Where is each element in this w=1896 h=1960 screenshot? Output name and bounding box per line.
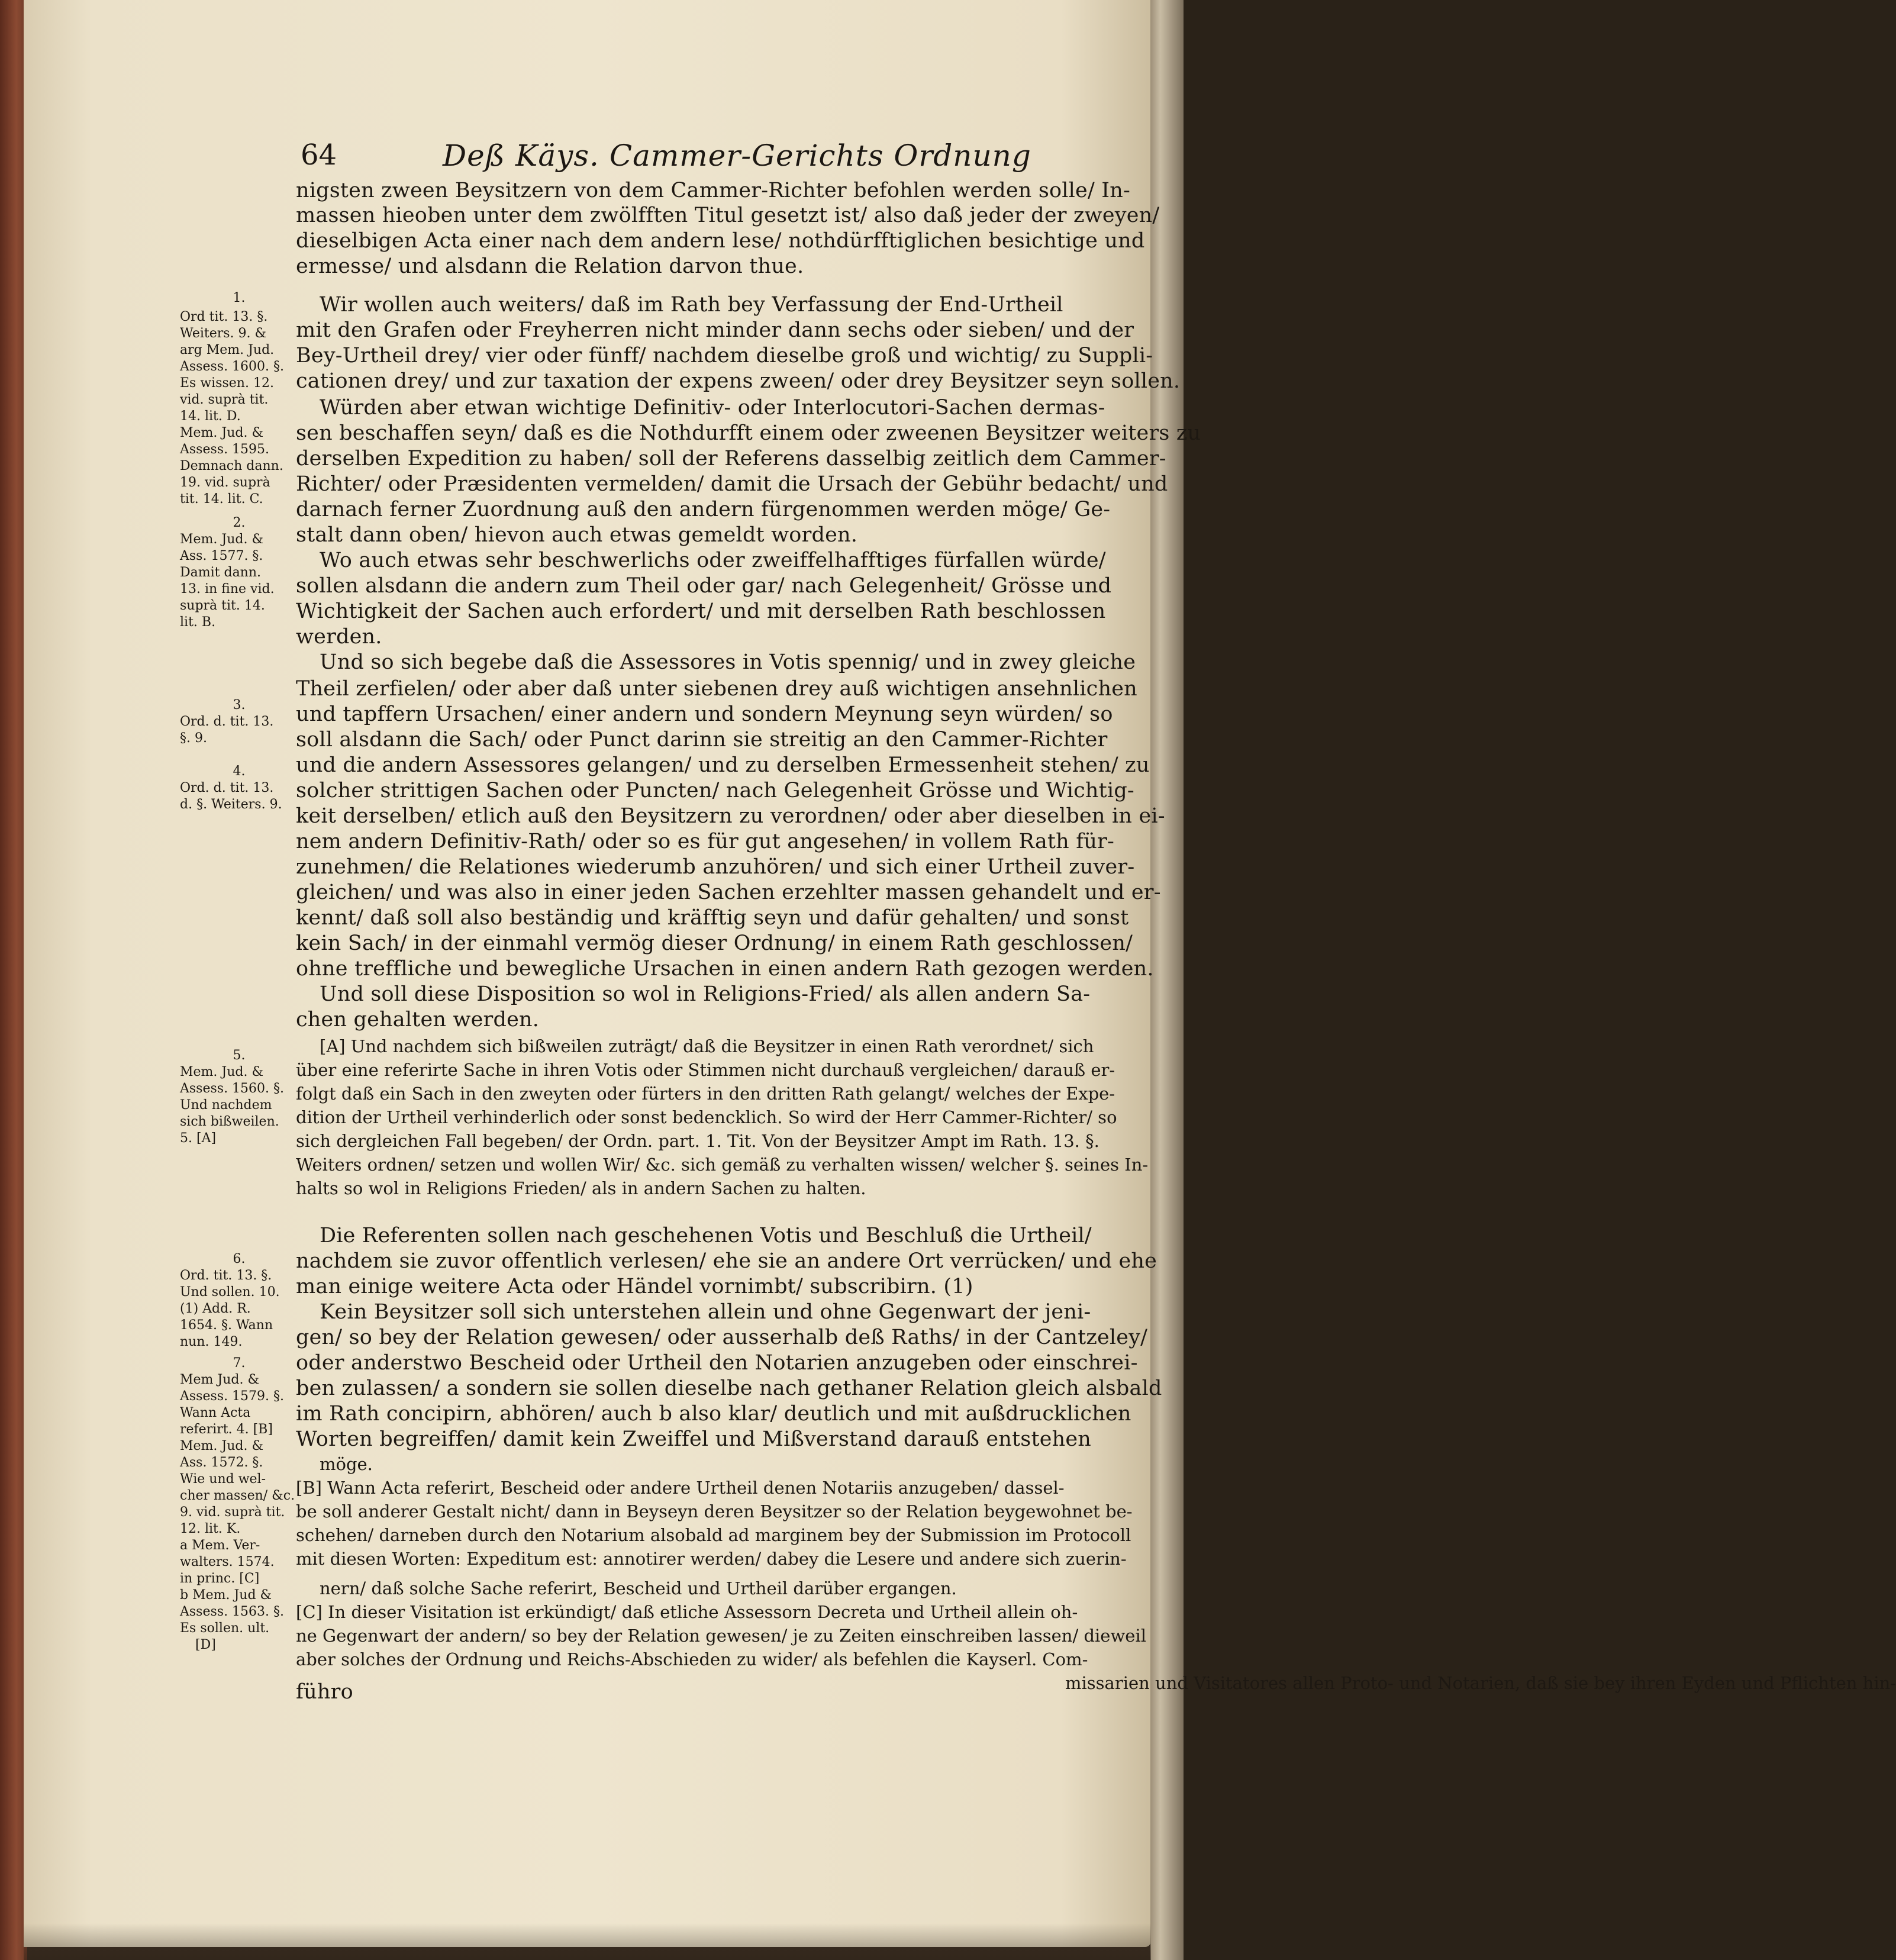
text-line: mit den Grafen oder Freyherren nicht minder dann sechs oder sieben/ und der [296,318,1134,342]
text-line: chen gehalten werden. [296,1008,540,1031]
margin-note: Assess. 1563. §. [180,1604,285,1619]
margin-note: Wann Acta [180,1405,251,1420]
text-line: und tapffern Ursachen/ einer andern und sondern Meynung seyn würden/ so [296,702,1113,726]
margin-note: 4. [233,764,246,779]
text-line: ben zulassen/ a sondern sie sollen dieselbe nach gethaner Relation gleich alsbald [296,1376,1162,1400]
margin-note: Ord. d. tit. 13. [180,781,274,795]
margin-note: Es wissen. 12. [180,376,274,391]
text-line: Weiters ordnen/ setzen und wollen Wir/ &c. sich gemäß zu verhalten wissen/ welcher §. seines In- [296,1155,1149,1175]
text-line: folgt daß ein Sach in den zweyten oder fürters in den dritten Rath gelangt/ welches der Expe- [296,1084,1115,1104]
margin-note: referirt. 4. [B] [180,1422,273,1437]
text-line: Würden aber etwan wichtige Definitiv- oder Interlocutori-Sachen dermas- [320,396,1105,420]
text-line: ermesse/ und alsdann die Relation darvon thue. [296,254,804,278]
text-line: Die Referenten sollen nach geschehenen Votis und Beschluß die Urtheil/ [320,1224,1092,1247]
margin-note: Mem. Jud. & [180,425,264,440]
text-line: nern/ daß solche Sache referirt, Bescheid und Urtheil darüber ergangen. [320,1578,957,1598]
margin-note: 6. [233,1252,246,1266]
margin-note: Damit dann. [180,565,262,580]
text-line: aber solches der Ordnung und Reichs-Abschieden zu wider/ als befehlen die Kayserl. Com- [296,1649,1088,1669]
margin-note: Assess. 1595. [180,442,270,457]
text-line: soll alsdann die Sach/ oder Punct darinn sie streitig an den Cammer-Richter [296,728,1108,752]
text-line: halts so wol in Religions Frieden/ als in andern Sachen zu halten. [296,1178,866,1198]
text-line: mit diesen Worten: Expeditum est: annotirer werden/ dabey die Lesere und andere sich zuerin- [296,1549,1127,1569]
text-line: Richter/ oder Præsidenten vermelden/ damit die Ursach der Gebühr bedacht/ und [296,472,1168,496]
margin-note: §. 9. [180,731,207,746]
text-line: kennt/ daß soll also beständig und kräfftig seyn und dafür gehalten/ und sonst [296,906,1129,930]
margin-note: 1654. §. Wann [180,1318,273,1333]
text-line: Und soll diese Disposition so wol in Religions-Fried/ als allen andern Sa- [320,982,1091,1006]
text-line: sollen alsdann die andern zum Theil oder gar/ nach Gelegenheit/ Grösse und [296,574,1112,598]
text-line: möge. [320,1454,373,1474]
text-line: keit derselben/ etlich auß den Beysitzern zu verordnen/ oder aber dieselben in ei- [296,804,1165,828]
text-line: missarien und Visitatores allen Proto- und Notarien, daß sie bey ihren Eyden und Pflichten hin- [1065,1673,1896,1693]
margin-note: 5. [A] [180,1131,217,1146]
margin-note: in princ. [C] [180,1571,260,1586]
text-line: Und so sich begebe daß die Assessores in Votis spennig/ und in zwey gleiche [320,650,1136,674]
margin-note: b Mem. Jud & [180,1588,272,1603]
margin-note: 2. [233,515,246,530]
margin-note: walters. 1574. [180,1555,275,1569]
page-shadow [24,1923,1151,1960]
text-line: nem andern Definitiv-Rath/ oder so es für gut angesehen/ in vollem Rath für- [296,830,1115,853]
text-line: kein Sach/ in der einmahl vermög dieser Ordnung/ in einem Rath geschlossen/ [296,931,1133,955]
text-line: Worten begreiffen/ damit kein Zweiffel und Mißverstand darauß entstehen [296,1427,1092,1451]
text-line: [C] In dieser Visitation ist erkündigt/ daß etliche Assessorn Decreta und Urtheil allein oh- [296,1602,1078,1622]
text-line: sen beschaffen seyn/ daß es die Nothdurfft einem oder zweenen Beysitzer weiters zu [296,421,1201,445]
margin-note: nun. 149. [180,1334,243,1349]
margin-note: Ass. 1577. §. [180,549,263,563]
margin-note: (1) Add. R. [180,1301,251,1316]
margin-note: 14. lit. D. [180,409,241,424]
text-line: nachdem sie zuvor offentlich verlesen/ ehe sie an andere Ort verrücken/ und ehe [296,1249,1157,1273]
text-line: Wir wollen auch weiters/ daß im Rath bey Verfassung der End-Urtheil [320,293,1063,317]
margin-note: 3. [233,698,246,713]
text-line: zunehmen/ die Relationes wiederumb anzuhören/ und sich einer Urtheil zuver- [296,855,1135,879]
margin-note: Und nachdem [180,1098,272,1113]
text-line: gleichen/ und was also in einer jeden Sachen erzehlter massen gehandelt und er- [296,881,1161,904]
text-line: gen/ so bey der Relation gewesen/ oder ausserhalb deß Raths/ in der Cantzeley/ [296,1326,1148,1349]
text-line: solcher strittigen Sachen oder Puncten/ nach Gelegenheit Grösse und Wichtig- [296,779,1134,802]
text-line: man einige weitere Acta oder Händel vornimbt/ subscribirn. (1) [296,1275,973,1298]
text-line: schehen/ darneben durch den Notarium alsobald ad marginem bey der Submission im Protocoll [296,1525,1131,1545]
margin-note: Mem. Jud. & [180,1065,264,1079]
margin-note: Mem. Jud. & [180,532,264,547]
margin-note: Und sollen. 10. [180,1285,280,1300]
text-line: stalt dann oben/ hievon auch etwas gemeldt worden. [296,523,858,547]
text-line: ohne treffliche und bewegliche Ursachen in einen andern Rath gezogen werden. [296,957,1154,981]
text-line: oder anderstwo Bescheid oder Urtheil den Notarien anzugeben oder einschrei- [296,1351,1138,1375]
margin-note: Assess. 1579. §. [180,1389,285,1404]
text-line: Wichtigkeit der Sachen auch erfordert/ und mit derselben Rath beschlossen [296,599,1106,623]
text-line: darnach ferner Zuordnung auß den andern fürgenommen werden möge/ Ge- [296,498,1111,521]
margin-note: Weiters. 9. & [180,326,267,341]
text-line: dieselbigen Acta einer nach dem andern lese/ nothdürfftiglichen besichtige und [296,229,1145,253]
text-line: führo [296,1680,353,1704]
margin-note: vid. suprà tit. [180,392,269,407]
text-line: im Rath concipirn, abhören/ auch b also klar/ deutlich und mit außdrucklichen [296,1402,1131,1426]
page-edge [1150,0,1184,1960]
text-line: sich dergleichen Fall begeben/ der Ordn. part. 1. Tit. Von der Beysitzer Ampt im Rath. 13. §. [296,1131,1099,1151]
margin-note: Demnach dann. [180,459,283,473]
margin-note: tit. 14. lit. C. [180,492,263,507]
margin-note: Ass. 1572. §. [180,1455,263,1470]
margin-note: 13. in fine vid. [180,582,275,597]
running-header [301,135,1105,176]
text-line: Kein Beysitzer soll sich unterstehen allein und ohne Gegenwart der jeni- [320,1300,1091,1324]
margin-note: Mem Jud. & [180,1372,260,1387]
margin-note: d. §. Weiters. 9. [180,797,282,812]
margin-note: 5. [233,1048,246,1063]
text-line: cationen drey/ und zur taxation der expens zween/ oder drey Beysitzer seyn sollen. [296,369,1181,393]
margin-note: [D] [195,1637,216,1652]
margin-note: sich bißweilen. [180,1114,279,1129]
margin-note: Ord. d. tit. 13. [180,714,274,729]
text-line: werden. [296,625,382,649]
page-title: Deß Käys. Cammer-Gerichts Ordnung [443,138,1031,173]
margin-note: Wie und wel- [180,1472,266,1487]
margin-note: suprà tit. 14. [180,598,265,613]
margin-note: Assess. 1600. §. [180,359,285,374]
margin-note: Ord tit. 13. §. [180,310,268,324]
margin-note: 12. lit. K. [180,1521,241,1536]
text-line: Bey-Urtheil drey/ vier oder fünff/ nachdem dieselbe groß und wichtig/ zu Suppli- [296,344,1153,368]
page-number: 64 [301,138,337,172]
text-line: ne Gegenwart der andern/ so bey der Relation gewesen/ je zu Zeiten einschreiben lassen/ dieweil [296,1626,1147,1646]
margin-note: a Mem. Ver- [180,1538,260,1553]
text-line: massen hieoben unter dem zwölfften Titul gesetzt ist/ also daß jeder der zweyen/ [296,204,1160,227]
margin-note: 7. [233,1356,246,1371]
text-line: derselben Expedition zu haben/ soll der Referens dasselbig zeitlich dem Cammer- [296,447,1166,470]
margin-note: Assess. 1560. §. [180,1081,285,1096]
margin-note: cher massen/ &c. [180,1488,295,1503]
margin-note: arg Mem. Jud. [180,343,275,357]
margin-note: 1. [233,291,246,305]
text-line: nigsten zween Beysitzern von dem Cammer-Richter befohlen werden solle/ In- [296,179,1131,202]
text-line: Wo auch etwas sehr beschwerlichs oder zweiffelhafftiges fürfallen würde/ [320,549,1106,572]
text-line: [A] Und nachdem sich bißweilen zuträgt/ daß die Beysitzer in einen Rath verordnet/ sich [320,1036,1094,1056]
text-line: [B] Wann Acta referirt, Bescheid oder andere Urtheil denen Notariis anzugeben/ dassel- [296,1478,1065,1498]
text-line: über eine referirte Sache in ihren Votis oder Stimmen nicht durchauß vergleichen/ darauß er- [296,1060,1115,1080]
margin-note: Es sollen. ult. [180,1621,270,1636]
margin-note: 19. vid. suprà [180,475,270,490]
margin-note: Ord. tit. 13. §. [180,1268,272,1283]
text-line: be soll anderer Gestalt nicht/ dann in Beyseyn deren Beysitzer so der Relation beygewohnet be- [296,1501,1133,1521]
margin-note: 9. vid. suprà tit. [180,1505,285,1520]
text-line: und die andern Assessores gelangen/ und zu derselben Ermessenheit stehen/ zu [296,753,1150,777]
margin-note: Mem. Jud. & [180,1439,264,1453]
margin-note: lit. B. [180,615,216,630]
text-line: dition der Urtheil verhinderlich oder sonst bedencklich. So wird der Herr Cammer-Richter/ so [296,1107,1117,1127]
text-line: Theil zerfielen/ oder aber daß unter siebenen drey auß wichtigen ansehnlichen [296,677,1137,701]
